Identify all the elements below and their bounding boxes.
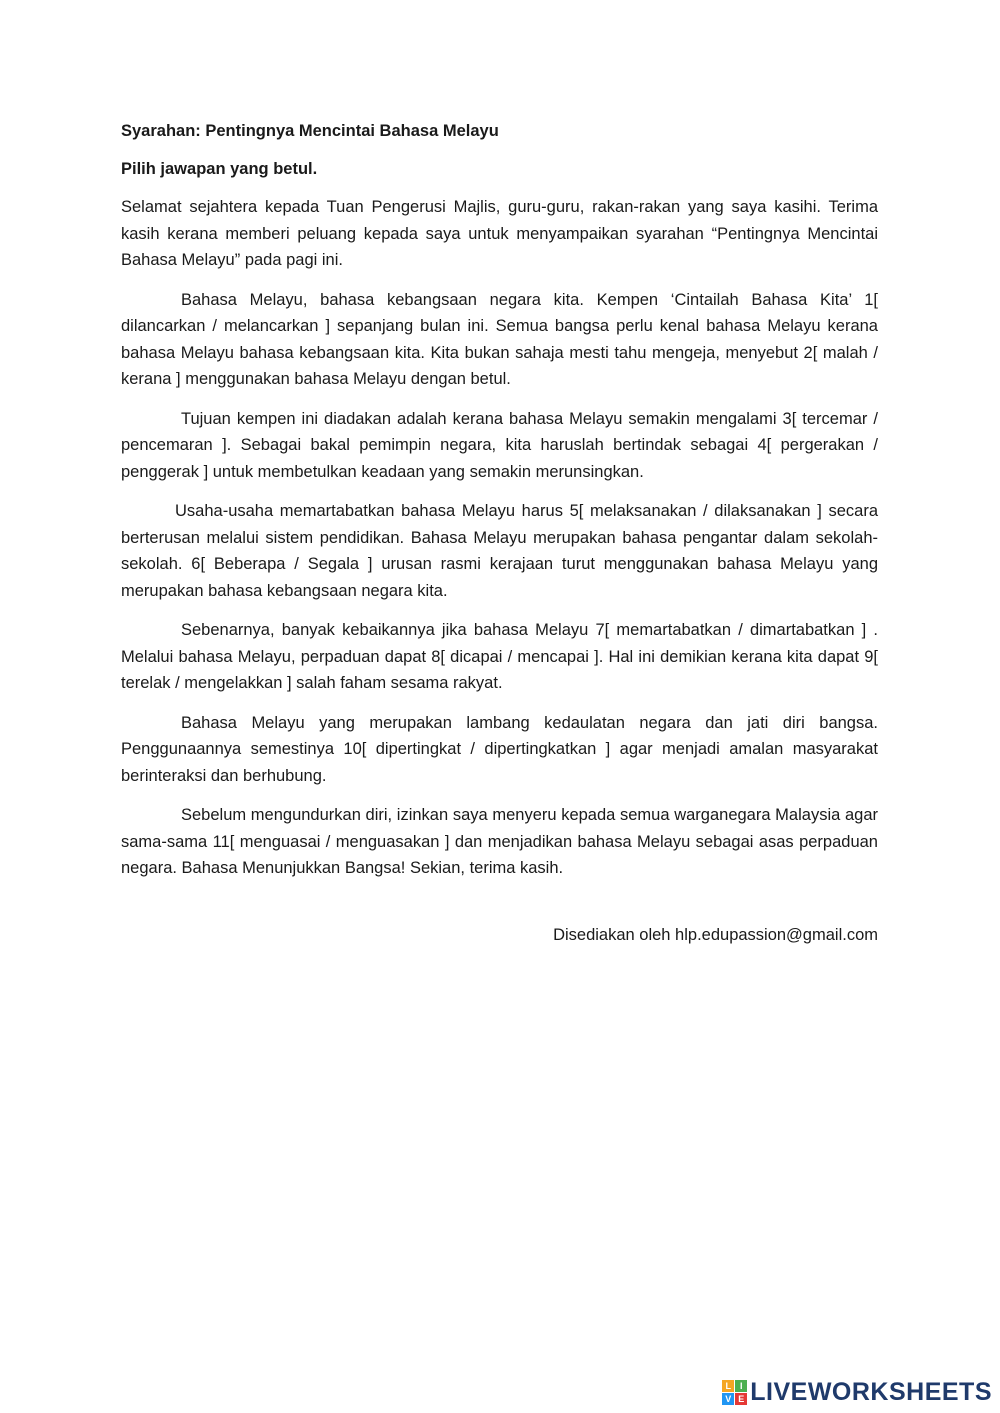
logo-mark-letter: L <box>722 1380 734 1392</box>
worksheet-page <box>121 118 878 948</box>
logo-mark-letter: I <box>735 1380 747 1392</box>
paragraph-5: Bahasa Melayu yang merupakan lambang kedaulatan negara dan jati diri bangsa. Penggunaannya semestinya 10[ dipertingkat / dipertingkatkan ] agar menjadi amalan masyarakat berinteraksi dan berhubung. <box>121 713 878 785</box>
logo-text: LIVEWORKSHEETS <box>750 1378 992 1406</box>
logo-mark-letter: E <box>735 1393 747 1405</box>
logo-mark-icon <box>722 1380 747 1405</box>
paragraph-1: Bahasa Melayu, bahasa kebangsaan negara kita. Kempen ‘Cintailah Bahasa Kita’ 1[ dilancarkan / melancarkan ] sepanjang bulan ini. Semua bangsa perlu kenal bahasa Melayu kerana bahasa Melayu bahasa kebangsaan kita. Kita bukan sahaja mesti tahu mengeja, menyebut 2[ malah / kerana ] menggunakan bahasa Melayu dengan betul. <box>121 290 878 388</box>
page-title: Syarahan: Pentingnya Mencintai Bahasa Melayu <box>121 122 499 140</box>
instruction-text: Pilih jawapan yang betul. <box>121 160 318 178</box>
paragraph-4: Sebenarnya, banyak kebaikannya jika bahasa Melayu 7[ memartabatkan / dimartabatkan ] . Melalui bahasa Melayu, perpaduan dapat 8[ dicapai / mencapai ]. Hal ini demikian kerana kita dapat 9[ terelak / mengelakkan ] salah faham sesama rakyat. <box>121 621 878 692</box>
logo-mark-letter: V <box>722 1393 734 1405</box>
paragraph-3: Usaha-usaha memartabatkan bahasa Melayu harus 5[ melaksanakan / dilaksanakan ] secara berterusan melalui sistem pendidikan. Bahasa Melayu merupakan bahasa pengantar dalam sekolah-sekolah. 6[ Beberapa / Segala ] urusan rasmi kerajaan turut menggunakan bahasa Melayu yang merupakan bahasa kebangsaan negara kita. <box>121 502 878 600</box>
paragraph-greeting: Selamat sejahtera kepada Tuan Pengerusi Majlis, guru-guru, rakan-rakan yang saya kasihi. Terima kasih kerana memberi peluang kepada saya untuk menyampaikan syarahan “Pentingnya Mencintai Bahasa Melayu” pada pagi ini. <box>121 198 878 269</box>
paragraph-2: Tujuan kempen ini diadakan adalah kerana bahasa Melayu semakin mengalami 3[ tercemar / pencemaran ]. Sebagai bakal pemimpin negara, kita haruslah bertindak sebagai 4[ pergerakan / penggerak ] untuk membetulkan keadaan yang semakin merunsingkan. <box>121 409 878 481</box>
author-signature: Disediakan oleh hlp.edupassion@gmail.com <box>553 925 878 944</box>
paragraph-closing: Sebelum mengundurkan diri, izinkan saya menyeru kepada semua warganegara Malaysia agar sama-sama 11[ menguasai / menguasakan ] dan menjadikan bahasa Melayu sebagai asas perpaduan negara. Bahasa Menunjukkan Bangsa! Sekian, terima kasih. <box>121 806 878 877</box>
liveworksheets-logo <box>722 1378 992 1407</box>
